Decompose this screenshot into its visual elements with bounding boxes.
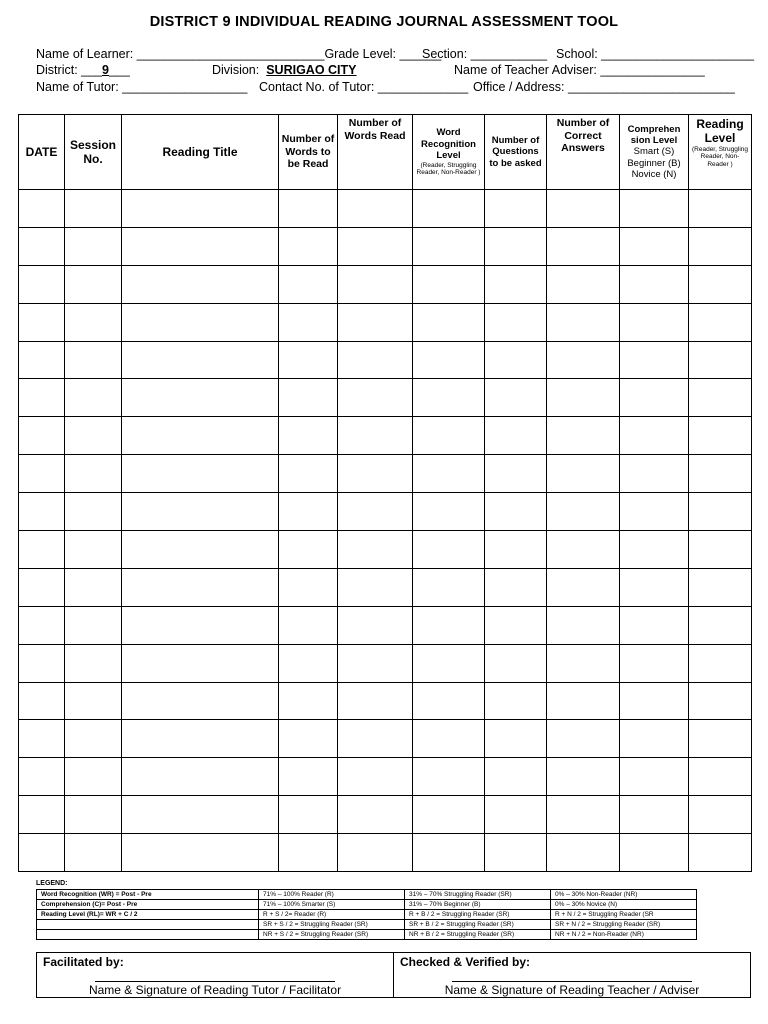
table-row [19, 227, 752, 265]
table-cell[interactable] [338, 568, 413, 606]
table-row [19, 644, 752, 682]
table-cell[interactable] [547, 568, 620, 606]
table-cell[interactable] [65, 720, 122, 758]
table-cell[interactable] [620, 190, 689, 228]
table-cell[interactable] [338, 227, 413, 265]
table-cell[interactable] [122, 303, 279, 341]
table-cell[interactable] [547, 417, 620, 455]
table-cell[interactable] [279, 682, 338, 720]
table-cell[interactable] [485, 379, 547, 417]
legend-row [37, 900, 697, 910]
table-cell[interactable] [122, 606, 279, 644]
table-cell[interactable] [620, 531, 689, 569]
legend-cell: NR + S / 2 = Struggling Reader (SR) [259, 930, 405, 940]
header-correct-answers: Number of Correct Answers [547, 115, 620, 190]
table-cell[interactable] [689, 417, 752, 455]
legend-cell: Comprehension (C)= Post - Pre [37, 900, 259, 910]
table-cell[interactable] [413, 796, 485, 834]
table-cell[interactable] [19, 531, 65, 569]
facilitated-by-section [37, 953, 393, 997]
table-row [19, 190, 752, 228]
table-cell[interactable] [413, 531, 485, 569]
table-cell[interactable] [485, 417, 547, 455]
legend-cell [37, 920, 259, 930]
table-cell[interactable] [620, 417, 689, 455]
legend-cell: 31% – 70% Struggling Reader (SR) [405, 890, 551, 900]
table-cell[interactable] [122, 531, 279, 569]
table-cell[interactable] [485, 341, 547, 379]
table-row [19, 758, 752, 796]
header-comprehension [620, 115, 689, 190]
facilitated-by-label: Facilitated by: [43, 955, 124, 969]
division-value: SURIGAO CITY [266, 63, 357, 77]
table-cell[interactable] [413, 758, 485, 796]
table-cell[interactable] [689, 834, 752, 872]
table-cell[interactable] [279, 341, 338, 379]
table-cell[interactable] [19, 644, 65, 682]
table-cell[interactable] [279, 568, 338, 606]
table-cell[interactable] [122, 568, 279, 606]
table-cell[interactable] [547, 796, 620, 834]
header-session: Session No. [65, 115, 122, 190]
table-cell[interactable] [65, 606, 122, 644]
district-label: District: ___ [36, 63, 102, 77]
header-reading-title: Reading Title [122, 115, 279, 190]
table-row [19, 379, 752, 417]
header-questions: Number of Questions to be asked [485, 115, 547, 190]
table-cell[interactable] [689, 758, 752, 796]
legend-cell: R + S / 2= Reader (R) [259, 910, 405, 920]
table-cell[interactable] [338, 834, 413, 872]
table-cell[interactable] [547, 303, 620, 341]
table-cell[interactable] [689, 455, 752, 493]
table-cell[interactable] [547, 265, 620, 303]
table-cell[interactable] [65, 531, 122, 569]
legend-cell: NR + N / 2 = Non-Reader (NR) [551, 930, 697, 940]
table-row [19, 265, 752, 303]
legend-cell: R + N / 2 = Struggling Reader (SR [551, 910, 697, 920]
legend-row [37, 890, 697, 900]
table-cell[interactable] [19, 834, 65, 872]
table-row [19, 606, 752, 644]
page-title: DISTRICT 9 INDIVIDUAL READING JOURNAL ASSESSMENT TOOL [149, 14, 619, 30]
table-cell[interactable] [19, 606, 65, 644]
table-cell[interactable] [65, 682, 122, 720]
table-cell[interactable] [485, 682, 547, 720]
district-field[interactable] [36, 63, 130, 77]
table-cell[interactable] [547, 341, 620, 379]
table-cell[interactable] [620, 455, 689, 493]
table-cell[interactable] [338, 379, 413, 417]
table-row [19, 834, 752, 872]
header-words-to-read: Number of Words to be Read [279, 115, 338, 190]
table-cell[interactable] [485, 834, 547, 872]
table-cell[interactable] [689, 379, 752, 417]
table-cell[interactable] [620, 682, 689, 720]
table-cell[interactable] [413, 568, 485, 606]
table-cell[interactable] [279, 379, 338, 417]
table-cell[interactable] [689, 531, 752, 569]
school-field[interactable]: School: ______________________ [556, 47, 755, 61]
legend-cell: 71% – 100% Smarter (S) [259, 900, 405, 910]
legend-cell: SR + B / 2 = Struggling Reader (SR) [405, 920, 551, 930]
table-cell[interactable] [620, 265, 689, 303]
header-reading-level-sub: (Reader, Struggling Reader, Non-Reader ) [691, 145, 748, 168]
table-cell[interactable] [547, 606, 620, 644]
table-cell[interactable] [338, 606, 413, 644]
checked-by-section [393, 953, 750, 997]
table-cell[interactable] [620, 227, 689, 265]
adviser-signature-caption: Name & Signature of Reading Teacher / Adviser [444, 983, 700, 997]
table-row [19, 568, 752, 606]
table-cell[interactable] [413, 606, 485, 644]
header-comprehension-label: Comprehen sion Level [627, 123, 681, 146]
table-cell[interactable] [338, 493, 413, 531]
legend-cell: 0% – 30% Non-Reader (NR) [551, 890, 697, 900]
table-cell[interactable] [620, 720, 689, 758]
table-cell[interactable] [19, 720, 65, 758]
table-cell[interactable] [547, 758, 620, 796]
header-date: DATE [19, 115, 65, 190]
table-cell[interactable] [122, 379, 279, 417]
legend-cell: 0% – 30% Novice (N) [551, 900, 697, 910]
table-cell[interactable] [279, 796, 338, 834]
table-cell[interactable] [338, 265, 413, 303]
table-header-row [19, 115, 752, 190]
header-word-recognition [413, 115, 485, 190]
table-cell[interactable] [413, 417, 485, 455]
table-cell[interactable] [19, 493, 65, 531]
teacher-adviser-field[interactable]: Name of Teacher Adviser: _______________ [454, 63, 705, 77]
table-cell[interactable] [689, 265, 752, 303]
header-words-read: Number of Words Read [338, 115, 413, 190]
legend-cell [37, 930, 259, 940]
table-cell[interactable] [547, 644, 620, 682]
table-cell[interactable] [65, 417, 122, 455]
table-cell[interactable] [279, 227, 338, 265]
table-cell[interactable] [689, 682, 752, 720]
table-cell[interactable] [413, 720, 485, 758]
table-cell[interactable] [122, 493, 279, 531]
table-cell[interactable] [485, 493, 547, 531]
facilitator-signature-caption: Name & Signature of Reading Tutor / Facilitator [88, 983, 342, 997]
table-cell[interactable] [485, 531, 547, 569]
table-cell[interactable] [65, 644, 122, 682]
table-cell[interactable] [620, 568, 689, 606]
table-cell[interactable] [122, 341, 279, 379]
table-cell[interactable] [122, 834, 279, 872]
table-cell[interactable] [65, 568, 122, 606]
table-cell[interactable] [620, 796, 689, 834]
table-cell[interactable] [19, 303, 65, 341]
table-cell[interactable] [413, 341, 485, 379]
table-cell[interactable] [122, 796, 279, 834]
table-cell[interactable] [338, 531, 413, 569]
table-cell[interactable] [279, 834, 338, 872]
table-cell[interactable] [338, 341, 413, 379]
table-cell[interactable] [547, 379, 620, 417]
table-cell[interactable] [547, 531, 620, 569]
table-cell[interactable] [279, 190, 338, 228]
table-cell[interactable] [279, 455, 338, 493]
table-cell[interactable] [413, 227, 485, 265]
table-row [19, 531, 752, 569]
division-label: Division: [212, 63, 260, 77]
legend-cell: 31% – 70% Beginner (B) [405, 900, 551, 910]
table-row [19, 455, 752, 493]
table-cell[interactable] [547, 682, 620, 720]
district-tail: ___ [108, 63, 130, 77]
table-cell[interactable] [547, 227, 620, 265]
table-cell[interactable] [122, 682, 279, 720]
table-cell[interactable] [689, 341, 752, 379]
table-cell[interactable] [122, 265, 279, 303]
journal-table [18, 114, 752, 872]
table-cell[interactable] [338, 303, 413, 341]
table-cell[interactable] [413, 455, 485, 493]
table-cell[interactable] [19, 190, 65, 228]
table-cell[interactable] [65, 455, 122, 493]
table-cell[interactable] [122, 720, 279, 758]
legend-title: LEGEND: [36, 880, 68, 887]
table-cell[interactable] [19, 341, 65, 379]
legend-row [37, 920, 697, 930]
table-cell[interactable] [65, 796, 122, 834]
table-cell[interactable] [338, 190, 413, 228]
table-cell[interactable] [19, 227, 65, 265]
table-cell[interactable] [485, 720, 547, 758]
table-row [19, 720, 752, 758]
district-value: 9 [102, 63, 109, 77]
legend-cell: 71% – 100% Reader (R) [259, 890, 405, 900]
table-cell[interactable] [279, 531, 338, 569]
table-cell[interactable] [65, 303, 122, 341]
table-cell[interactable] [279, 493, 338, 531]
table-cell[interactable] [279, 606, 338, 644]
table-cell[interactable] [279, 417, 338, 455]
legend-cell: Word Recognition (WR) = Post - Pre [37, 890, 259, 900]
table-cell[interactable] [65, 265, 122, 303]
table-cell[interactable] [338, 758, 413, 796]
table-cell[interactable] [485, 606, 547, 644]
table-cell[interactable] [279, 644, 338, 682]
table-row [19, 341, 752, 379]
table-cell[interactable] [338, 644, 413, 682]
table-cell[interactable] [689, 796, 752, 834]
table-cell[interactable] [65, 758, 122, 796]
signature-box [36, 952, 751, 998]
table-cell[interactable] [65, 379, 122, 417]
table-cell[interactable] [19, 796, 65, 834]
table-cell[interactable] [485, 455, 547, 493]
legend-row [37, 930, 697, 940]
table-cell[interactable] [19, 455, 65, 493]
table-row [19, 417, 752, 455]
table-cell[interactable] [413, 644, 485, 682]
legend-cell: SR + N / 2 = Struggling Reader (SR) [551, 920, 697, 930]
table-cell[interactable] [620, 644, 689, 682]
table-cell[interactable] [413, 682, 485, 720]
table-cell[interactable] [413, 190, 485, 228]
table-cell[interactable] [19, 758, 65, 796]
table-cell[interactable] [19, 417, 65, 455]
table-cell[interactable] [620, 758, 689, 796]
table-cell[interactable] [122, 758, 279, 796]
table-row [19, 682, 752, 720]
table-cell[interactable] [485, 758, 547, 796]
office-field[interactable]: Office / Address: ________________________ [473, 80, 735, 94]
table-cell[interactable] [485, 227, 547, 265]
table-cell[interactable] [620, 379, 689, 417]
table-cell[interactable] [689, 644, 752, 682]
header-word-recognition-sub: (Reader, Struggling Reader, Non-Reader ) [416, 161, 481, 177]
table-cell[interactable] [65, 190, 122, 228]
table-cell[interactable] [485, 796, 547, 834]
table-cell[interactable] [19, 568, 65, 606]
checked-by-label: Checked & Verified by: [400, 955, 531, 969]
table-cell[interactable] [689, 493, 752, 531]
table-cell[interactable] [279, 720, 338, 758]
table-cell[interactable] [689, 568, 752, 606]
table-cell[interactable] [338, 796, 413, 834]
legend-cell: SR + S / 2 = Struggling Reader (SR) [259, 920, 405, 930]
contact-field[interactable]: Contact No. of Tutor: _____________ [259, 80, 469, 94]
table-cell[interactable] [620, 341, 689, 379]
table-body [19, 190, 752, 872]
table-cell[interactable] [620, 606, 689, 644]
table-cell[interactable] [485, 644, 547, 682]
table-cell[interactable] [338, 682, 413, 720]
table-cell[interactable] [338, 455, 413, 493]
legend-cell: NR + B / 2 = Struggling Reader (SR) [405, 930, 551, 940]
table-cell[interactable] [547, 455, 620, 493]
table-row [19, 796, 752, 834]
table-cell[interactable] [547, 834, 620, 872]
table-cell[interactable] [413, 379, 485, 417]
table-cell[interactable] [19, 682, 65, 720]
table-cell[interactable] [620, 493, 689, 531]
table-cell[interactable] [413, 493, 485, 531]
table-row [19, 303, 752, 341]
table-cell[interactable] [19, 265, 65, 303]
table-cell[interactable] [122, 644, 279, 682]
table-cell[interactable] [65, 834, 122, 872]
table-cell[interactable] [279, 758, 338, 796]
table-cell[interactable] [413, 303, 485, 341]
table-cell[interactable] [338, 417, 413, 455]
table-cell[interactable] [620, 303, 689, 341]
table-cell[interactable] [65, 341, 122, 379]
legend-table [36, 889, 697, 940]
section-field[interactable]: Section: ___________ [422, 47, 548, 61]
legend-cell: R + B / 2 = Struggling Reader (SR) [405, 910, 551, 920]
table-cell[interactable] [485, 265, 547, 303]
table-cell[interactable] [547, 720, 620, 758]
table-cell[interactable] [65, 227, 122, 265]
table-cell[interactable] [547, 190, 620, 228]
table-cell[interactable] [413, 265, 485, 303]
table-cell[interactable] [279, 265, 338, 303]
table-cell[interactable] [689, 606, 752, 644]
table-cell[interactable] [485, 568, 547, 606]
header-reading-level [689, 115, 752, 190]
table-cell[interactable] [689, 303, 752, 341]
table-row [19, 493, 752, 531]
table-cell[interactable] [689, 227, 752, 265]
table-cell[interactable] [122, 227, 279, 265]
table-cell[interactable] [547, 493, 620, 531]
table-cell[interactable] [620, 834, 689, 872]
table-cell[interactable] [19, 379, 65, 417]
tutor-field[interactable]: Name of Tutor: __________________ [36, 80, 248, 94]
table-cell[interactable] [122, 190, 279, 228]
table-cell[interactable] [65, 493, 122, 531]
table-cell[interactable] [485, 303, 547, 341]
legend-row [37, 910, 697, 920]
learner-grade-field[interactable]: Name of Learner: ___________________________Grade Level: ______ [36, 47, 442, 61]
table-cell[interactable] [689, 720, 752, 758]
table-cell[interactable] [338, 720, 413, 758]
header-word-recognition-label: Word Recognition Level [421, 127, 476, 162]
table-cell[interactable] [689, 190, 752, 228]
legend-cell: Reading Level (RL)= WR + C / 2 [37, 910, 259, 920]
table-cell[interactable] [279, 303, 338, 341]
header-comprehension-sub: Smart (S) Beginner (B) Novice (N) [627, 146, 681, 181]
division-field[interactable] [212, 63, 357, 77]
table-cell[interactable] [485, 190, 547, 228]
header-reading-level-label: Reading Level [696, 117, 744, 146]
table-cell[interactable] [122, 417, 279, 455]
table-cell[interactable] [413, 834, 485, 872]
table-cell[interactable] [122, 455, 279, 493]
